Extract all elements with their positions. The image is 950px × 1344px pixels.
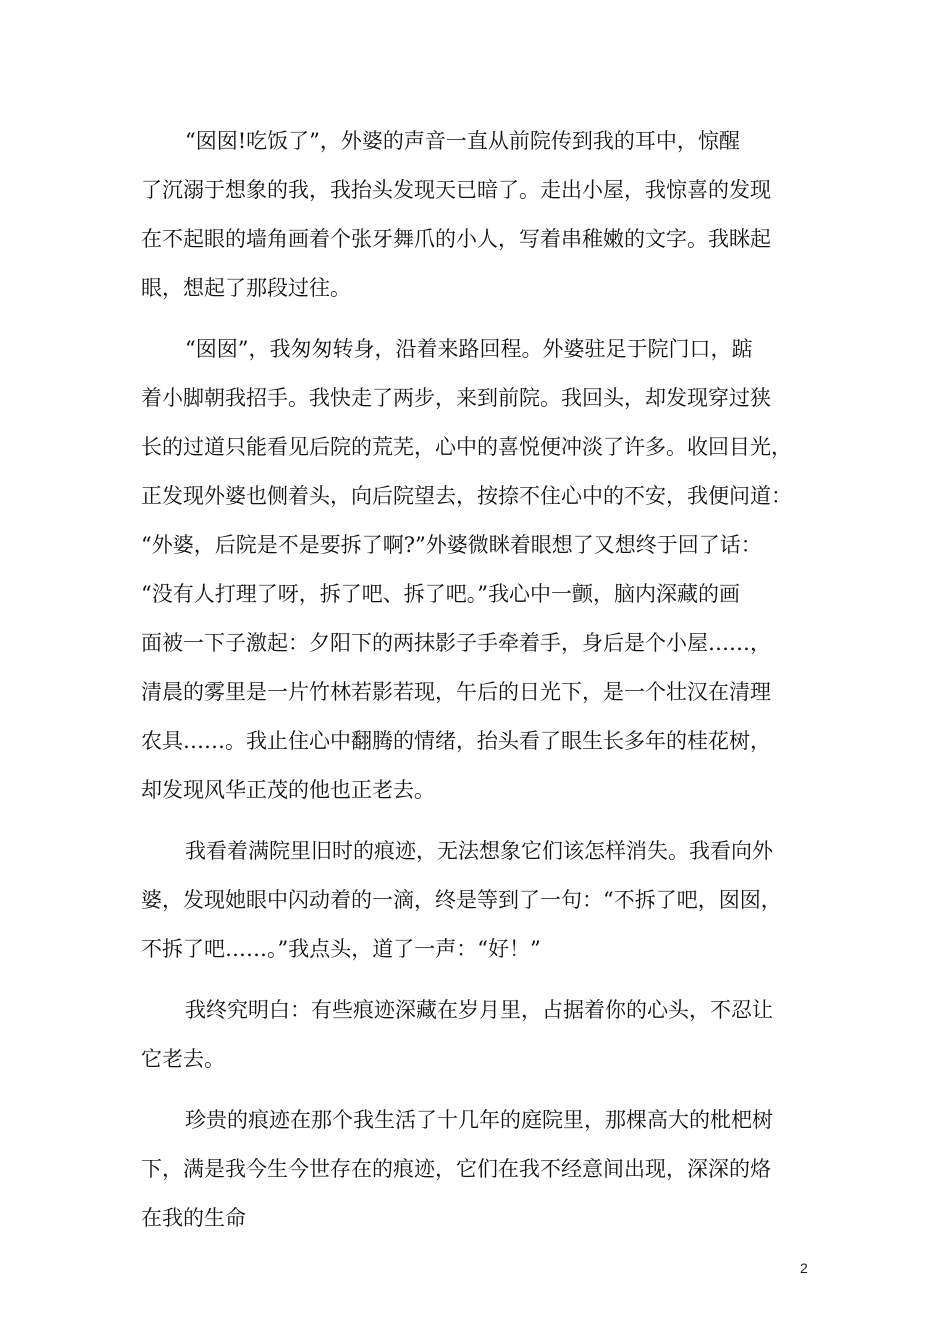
text-line: 我看着满院里旧时的痕迹，无法想象它们该怎样消失。我看向外	[185, 839, 773, 863]
text-line: 婆，发现她眼中闪动着的一滴，终是等到了一句：“不拆了吧，囡囡，	[141, 888, 782, 912]
paragraph	[141, 1096, 817, 1243]
text-line: 长的过道只能看见后院的荒芜，心中的喜悦便冲淡了许多。收回目光，	[141, 435, 792, 459]
text-line: 却发现风华正茂的他也正老去。	[141, 778, 435, 802]
text-line: 我终究明白：有些痕迹深藏在岁月里，占据着你的心头，不忍让	[185, 998, 773, 1022]
text-line: 眼，想起了那段过往。	[141, 276, 351, 300]
text-line: 在不起眼的墙角画着个张牙舞爪的小人，写着串稚嫩的文字。我眯起	[141, 227, 771, 251]
text-line: “外婆，后院是不是要拆了啊?”外婆微眯着眼想了又想终于回了话：	[141, 533, 762, 557]
page-number: 2	[800, 1260, 808, 1276]
paragraph	[141, 827, 817, 974]
text-line: 下，满是我今生今世存在的痕迹，它们在我不经意间出现，深深的烙	[141, 1157, 771, 1181]
text-line: 清晨的雾里是一片竹林若影若现，午后的日光下，是一个壮汉在清理	[141, 680, 771, 704]
text-line: 了沉溺于想象的我，我抬头发现天已暗了。走出小屋，我惊喜的发现	[141, 178, 771, 202]
text-line: 它老去。	[141, 1047, 225, 1071]
text-line: “囡囡”，我匆匆转身，沿着来路回程。外婆驻足于院门口，踮	[185, 337, 753, 361]
paragraph	[141, 117, 817, 313]
text-line: 正发现外婆也侧着头，向后院望去，按捺不住心中的不安，我便问道：	[141, 484, 792, 508]
text-line: 着小脚朝我招手。我快走了两步，来到前院。我回头，却发现穿过狭	[141, 386, 771, 410]
text-line: 在我的生命	[141, 1206, 246, 1230]
text-line: 农具……。我止住心中翻腾的情绪，抬头看了眼生长多年的桂花树，	[141, 729, 771, 753]
text-line: “囡囡!吃饭了”，外婆的声音一直从前院传到我的耳中，惊醒	[185, 129, 740, 153]
paragraph	[141, 325, 817, 815]
text-line: “没有人打理了呀，拆了吧、拆了吧。”我心中一颤，脑内深藏的画	[141, 582, 740, 606]
text-line: 面被一下子激起：夕阳下的两抹影子手牵着手，身后是个小屋……，	[141, 631, 771, 655]
text-line: 不拆了吧……。”我点头，道了一声：“好！”	[141, 937, 541, 961]
paragraph	[141, 986, 817, 1084]
body-text	[141, 117, 817, 1243]
text-line: 珍贵的痕迹在那个我生活了十几年的庭院里，那棵高大的枇杷树	[185, 1108, 773, 1132]
